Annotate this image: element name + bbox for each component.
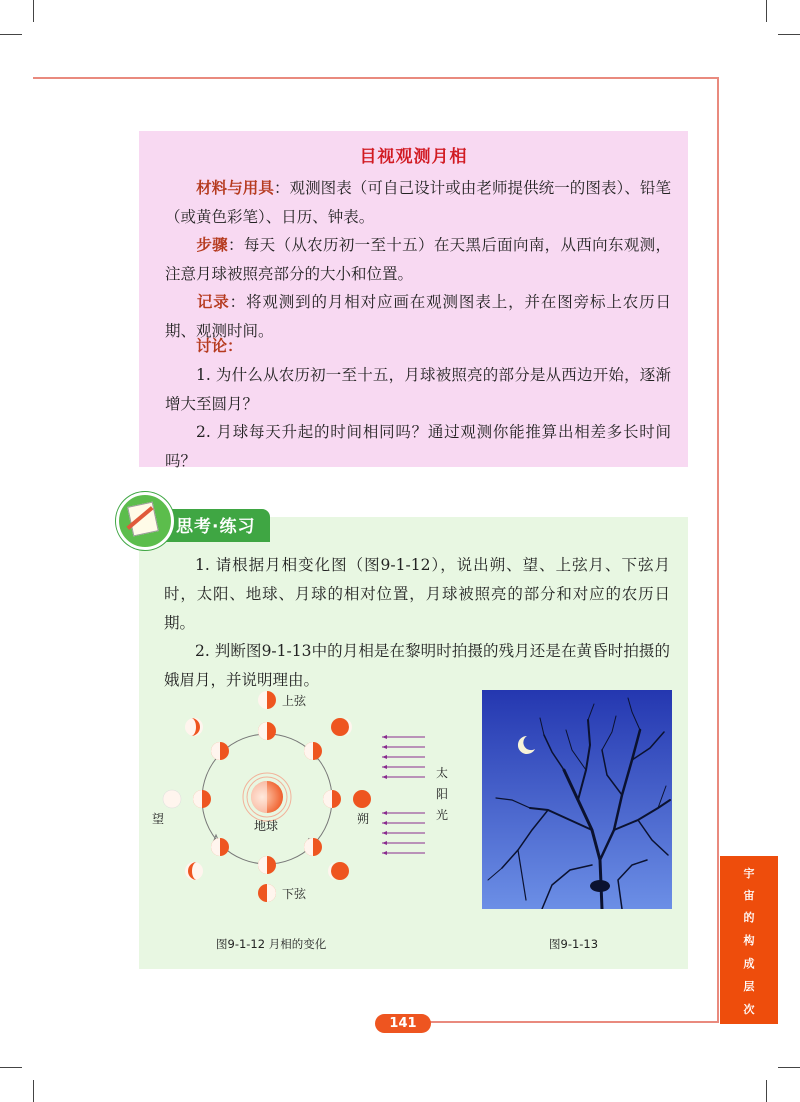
label-first-quarter: 上弦 [282,694,307,708]
page-frame-top [33,77,719,79]
side-tab-char: 构 [743,934,755,947]
record-label: 记录 [196,293,230,311]
side-tab-char: 次 [743,1003,755,1016]
discussion-heading [165,332,671,361]
practice-question-2: 2. 判断图9-1-13中的月相是在黎明时拍摄的残月还是在黄昏时拍摄的娥眉月，并说明理由。 [164,642,670,689]
crop-mark [0,34,22,35]
phase-waning-gibbous [185,862,203,880]
label-third-quarter: 下弦 [282,887,307,901]
crop-mark [0,1067,22,1068]
materials-paragraph [165,174,671,232]
orbit-moon [193,790,211,808]
side-tab-char: 宇 [743,867,755,880]
discussion-label: 讨论： [196,337,243,355]
phase-first-quarter [258,691,276,709]
practice-title: 思考·练习 [176,517,256,537]
phase-waxing-gibbous [185,718,203,736]
crop-mark [33,1080,34,1102]
phase-waxing-crescent [331,718,352,736]
crop-mark [778,1067,800,1068]
orbit-moon [304,838,322,856]
label-sunlight-3: 光 [436,808,449,822]
label-sunlight-1: 太 [436,766,449,780]
orbit-moon [304,742,322,760]
label-earth: 地球 [254,819,279,833]
moon-phase-diagram [150,685,460,920]
crop-mark [33,0,34,22]
figure-13-caption: 图9-1-13 [549,937,599,951]
orbit-moon [323,790,341,808]
crop-mark [766,1080,767,1102]
orbit-moon [211,838,229,856]
crescent-moon-photo [482,690,672,909]
discussion-question-1: 1. 为什么从农历初一至十五，月球被照亮的部分是从西边开始，逐渐增大至圆月？ [165,366,671,413]
figure-12-caption: 图9-1-12 月相的变化 [216,937,327,951]
label-new-moon: 朔 [357,812,370,826]
sunlight-arrows [382,737,425,853]
activity-box [139,131,688,470]
orbit-moon [211,742,229,760]
practice-question-1: 1. 请根据月相变化图（图9-1-12），说出朔、望、上弦月、下弦月时，太阳、地球、月球的相对位置，月球被照亮的部分和对应的农历日期。 [164,556,670,632]
chapter-side-tab [720,856,778,1024]
phase-new-moon [353,790,371,808]
crop-mark [766,0,767,22]
label-sunlight-2: 阳 [436,787,449,801]
phase-full-moon [163,790,181,808]
phase-third-quarter [258,884,276,902]
record-text: ：将观测到的月相对应画在观测图表上，并在图旁标上农历日期、观测时间。 [165,293,671,340]
phase-waning-crescent [328,862,349,880]
side-tab-char: 的 [743,911,755,924]
side-tab-char: 宙 [743,889,755,902]
page-frame-right [717,77,719,1023]
page-frame-bottom [428,1021,719,1023]
materials-text: ：观测图表（可自己设计或由老师提供统一的图表）、铅笔（或黄色彩笔）、日历、钟表。 [165,179,671,226]
steps-text: ：每天（从农历初一至十五）在天黑后面向南，从西向东观测，注意月球被照亮部分的大小和位置。 [165,236,671,283]
steps-paragraph [165,231,671,289]
label-full-moon: 望 [152,812,165,826]
orbit-moon [258,722,276,740]
steps-label: 步骤 [196,236,228,254]
crop-mark [778,34,800,35]
side-tab-char: 层 [743,980,755,993]
side-tab-char: 成 [743,957,755,970]
bird-nest [590,880,610,892]
page-number: 141 [389,1016,417,1031]
sunlight-arrowheads [382,735,387,855]
discussion-question-2: 2. 月球每天升起的时间相同吗？通过观测你能推算出相差多长时间吗？ [165,423,671,470]
orbit-moon [258,856,276,874]
activity-title: 目视观测月相 [359,147,468,167]
materials-label: 材料与用具 [196,179,274,197]
